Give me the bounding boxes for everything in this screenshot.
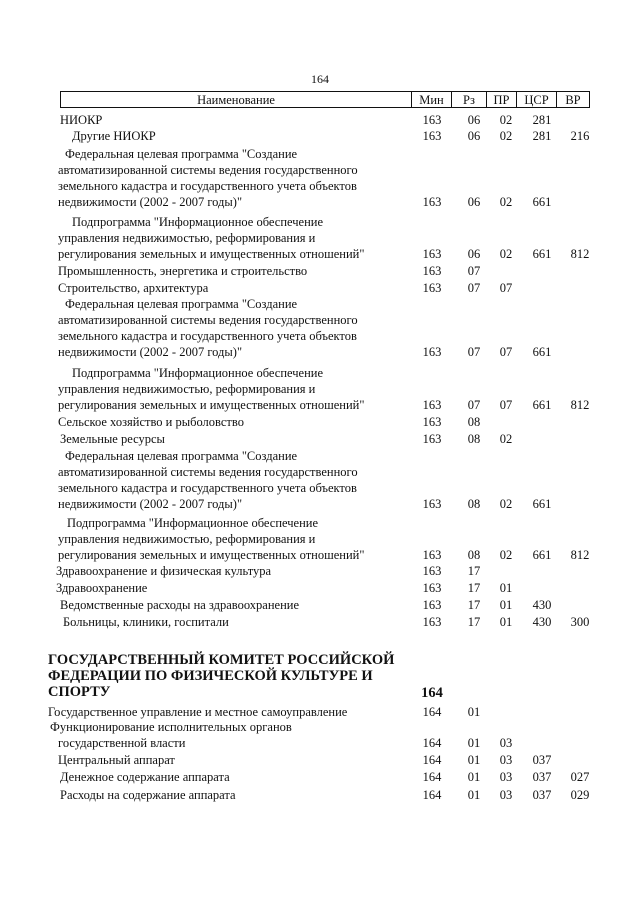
section-ministry-code: 164 bbox=[421, 685, 443, 701]
target-article-code: 661 bbox=[532, 345, 552, 359]
section-code: 07 bbox=[467, 345, 481, 359]
row-name-line: Федеральная целевая программа "Создание bbox=[65, 449, 298, 463]
ministry-code: 163 bbox=[422, 129, 442, 143]
expense-type-code: 812 bbox=[570, 548, 590, 562]
row-name-line: Подпрограмма "Информационное обеспечение bbox=[72, 366, 324, 380]
section-code: 01 bbox=[467, 770, 481, 784]
section-code: 06 bbox=[467, 195, 481, 209]
section-code: 01 bbox=[467, 705, 481, 719]
table-row bbox=[0, 214, 640, 262]
ministry-code: 163 bbox=[422, 113, 442, 127]
section-title-line: СПОРТУ bbox=[48, 684, 111, 700]
row-name-line: Больницы, клиники, госпитали bbox=[63, 615, 229, 629]
table-row bbox=[0, 365, 640, 413]
section-code: 06 bbox=[467, 247, 481, 261]
header-rz: Рз bbox=[451, 92, 486, 107]
row-name-line: Здравоохранение и физическая культура bbox=[56, 564, 272, 578]
section-code: 17 bbox=[467, 564, 481, 578]
section-code: 06 bbox=[467, 113, 481, 127]
section-code: 17 bbox=[467, 598, 481, 612]
row-name-line: Подпрограмма "Информационное обеспечение bbox=[67, 516, 319, 530]
subsection-code: 02 bbox=[499, 129, 513, 143]
ministry-code: 163 bbox=[422, 247, 442, 261]
table-row bbox=[0, 704, 640, 720]
subsection-code: 07 bbox=[499, 398, 513, 412]
row-name-line: недвижимости (2002 - 2007 годы)" bbox=[58, 345, 243, 359]
row-name-line: недвижимости (2002 - 2007 годы)" bbox=[58, 497, 243, 511]
row-name-line: автоматизированной системы ведения государственного bbox=[58, 163, 358, 177]
ministry-code: 163 bbox=[422, 615, 442, 629]
ministry-code: 163 bbox=[422, 281, 442, 295]
row-name-line: Центральный аппарат bbox=[58, 753, 175, 767]
row-name-line: управления недвижимостью, реформирования и bbox=[58, 532, 316, 546]
table-header bbox=[60, 91, 590, 108]
row-name-line: земельного кадастра и государственного учета объектов bbox=[58, 481, 357, 495]
ministry-code: 163 bbox=[422, 195, 442, 209]
row-name-line: регулирования земельных и имущественных отношений" bbox=[58, 548, 365, 562]
row-name-line: регулирования земельных и имущественных отношений" bbox=[58, 398, 365, 412]
section-title-line: ФЕДЕРАЦИИ ПО ФИЗИЧЕСКОЙ КУЛЬТУРЕ И bbox=[48, 668, 373, 684]
ministry-code: 163 bbox=[422, 564, 442, 578]
row-name-line: управления недвижимостью, реформирования и bbox=[58, 382, 316, 396]
row-name-line: автоматизированной системы ведения государственного bbox=[58, 465, 358, 479]
target-article-code: 661 bbox=[532, 247, 552, 261]
target-article-code: 037 bbox=[532, 770, 552, 784]
expense-type-code: 216 bbox=[570, 129, 590, 143]
section-code: 01 bbox=[467, 788, 481, 802]
subsection-code: 03 bbox=[499, 770, 513, 784]
table-row bbox=[0, 769, 640, 785]
expense-type-code: 812 bbox=[570, 247, 590, 261]
row-name-line: Государственное управление и местное самоуправление bbox=[48, 705, 348, 719]
table-row bbox=[0, 280, 640, 296]
expense-type-code: 812 bbox=[570, 398, 590, 412]
row-name-line: регулирования земельных и имущественных отношений" bbox=[58, 247, 365, 261]
row-name-line: Денежное содержание аппарата bbox=[60, 770, 230, 784]
row-name-line: Земельные ресурсы bbox=[60, 432, 165, 446]
table-row bbox=[0, 614, 640, 630]
ministry-code: 164 bbox=[422, 770, 442, 784]
target-article-code: 281 bbox=[532, 129, 552, 143]
row-name-line: Сельское хозяйство и рыболовство bbox=[58, 415, 244, 429]
row-name-line: Промышленность, энергетика и строительство bbox=[58, 264, 308, 278]
row-name-line: автоматизированной системы ведения государственного bbox=[58, 313, 358, 327]
subsection-code: 01 bbox=[499, 615, 513, 629]
section-code: 07 bbox=[467, 264, 481, 278]
table-row bbox=[0, 112, 640, 128]
row-name-line: земельного кадастра и государственного учета объектов bbox=[58, 179, 357, 193]
ministry-code: 164 bbox=[422, 753, 442, 767]
ministry-code: 163 bbox=[422, 415, 442, 429]
subsection-code: 03 bbox=[499, 736, 513, 750]
row-name-line: государственной власти bbox=[58, 736, 186, 750]
section-title bbox=[48, 652, 398, 700]
ministry-code: 163 bbox=[422, 432, 442, 446]
table-row bbox=[0, 597, 640, 613]
ministry-code: 164 bbox=[422, 788, 442, 802]
target-article-code: 037 bbox=[532, 788, 552, 802]
section-code: 06 bbox=[467, 129, 481, 143]
section-code: 17 bbox=[467, 615, 481, 629]
row-name-line: Подпрограмма "Информационное обеспечение bbox=[72, 215, 324, 229]
section-code: 07 bbox=[467, 398, 481, 412]
section-code: 08 bbox=[467, 497, 481, 511]
subsection-code: 01 bbox=[499, 598, 513, 612]
row-name-line: управления недвижимостью, реформирования и bbox=[58, 231, 316, 245]
target-article-code: 661 bbox=[532, 195, 552, 209]
subsection-code: 02 bbox=[499, 497, 513, 511]
target-article-code: 281 bbox=[532, 113, 552, 127]
row-name-line: Здравоохранение bbox=[56, 581, 148, 595]
table-row bbox=[0, 448, 640, 512]
section-code: 01 bbox=[467, 736, 481, 750]
header-name: Наименование bbox=[197, 93, 275, 107]
subsection-code: 02 bbox=[499, 247, 513, 261]
section-code: 17 bbox=[467, 581, 481, 595]
row-name-line: Ведомственные расходы на здравоохранение bbox=[60, 598, 300, 612]
table-row bbox=[0, 296, 640, 360]
table-row bbox=[0, 719, 640, 751]
expense-type-code: 027 bbox=[570, 770, 590, 784]
table-row bbox=[0, 580, 640, 596]
ministry-code: 163 bbox=[422, 497, 442, 511]
header-min: Мин bbox=[411, 92, 451, 107]
ministry-code: 163 bbox=[422, 548, 442, 562]
section-code: 08 bbox=[467, 415, 481, 429]
ministry-code: 163 bbox=[422, 345, 442, 359]
ministry-code: 164 bbox=[422, 705, 442, 719]
ministry-code: 163 bbox=[422, 598, 442, 612]
table-row bbox=[0, 414, 640, 430]
ministry-code: 163 bbox=[422, 264, 442, 278]
expense-type-code: 300 bbox=[570, 615, 590, 629]
expense-type-code: 029 bbox=[570, 788, 590, 802]
table-row bbox=[0, 787, 640, 803]
header-pr: ПР bbox=[486, 92, 516, 107]
table-row bbox=[0, 128, 640, 144]
subsection-code: 02 bbox=[499, 113, 513, 127]
row-name-line: недвижимости (2002 - 2007 годы)" bbox=[58, 195, 243, 209]
table-row bbox=[0, 146, 640, 210]
table-row bbox=[0, 515, 640, 563]
ministry-code: 163 bbox=[422, 581, 442, 595]
row-name-line: Федеральная целевая программа "Создание bbox=[65, 147, 298, 161]
target-article-code: 430 bbox=[532, 598, 552, 612]
subsection-code: 03 bbox=[499, 753, 513, 767]
subsection-code: 02 bbox=[499, 195, 513, 209]
table-row bbox=[0, 263, 640, 279]
page-number: 164 bbox=[311, 72, 329, 86]
table-row bbox=[0, 563, 640, 579]
row-name-line: Федеральная целевая программа "Создание bbox=[65, 297, 298, 311]
subsection-code: 07 bbox=[499, 345, 513, 359]
subsection-code: 03 bbox=[499, 788, 513, 802]
section-code: 08 bbox=[467, 432, 481, 446]
row-name-line: Другие НИОКР bbox=[72, 129, 156, 143]
header-csr: ЦСР bbox=[516, 92, 556, 107]
row-name-line: Строительство, архитектура bbox=[58, 281, 209, 295]
ministry-code: 163 bbox=[422, 398, 442, 412]
target-article-code: 661 bbox=[532, 398, 552, 412]
subsection-code: 07 bbox=[499, 281, 513, 295]
target-article-code: 661 bbox=[532, 497, 552, 511]
target-article-code: 661 bbox=[532, 548, 552, 562]
row-name-line: Расходы на содержание аппарата bbox=[60, 788, 236, 802]
subsection-code: 02 bbox=[499, 432, 513, 446]
section-title-line: ГОСУДАРСТВЕННЫЙ КОМИТЕТ РОССИЙСКОЙ bbox=[48, 652, 395, 668]
row-name-line: Функционирование исполнительных органов bbox=[50, 720, 292, 734]
target-article-code: 430 bbox=[532, 615, 552, 629]
section-code: 07 bbox=[467, 281, 481, 295]
target-article-code: 037 bbox=[532, 753, 552, 767]
table-row bbox=[0, 431, 640, 447]
subsection-code: 01 bbox=[499, 581, 513, 595]
row-name-line: НИОКР bbox=[60, 113, 103, 127]
header-vr: ВР bbox=[556, 92, 589, 107]
section-code: 08 bbox=[467, 548, 481, 562]
row-name-line: земельного кадастра и государственного учета объектов bbox=[58, 329, 357, 343]
subsection-code: 02 bbox=[499, 548, 513, 562]
ministry-code: 164 bbox=[422, 736, 442, 750]
section-code: 01 bbox=[467, 753, 481, 767]
table-row bbox=[0, 752, 640, 768]
